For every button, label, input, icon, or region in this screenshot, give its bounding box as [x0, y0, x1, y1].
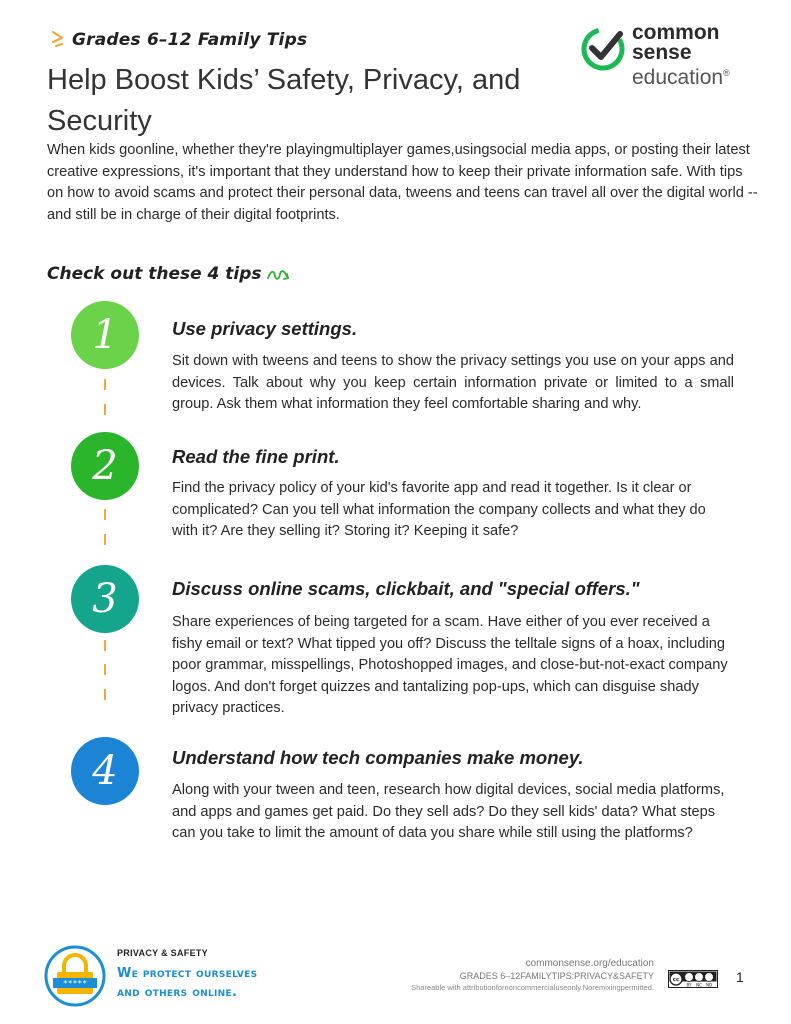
svg-text:cc: cc	[672, 977, 680, 983]
tip-body-1: Sit down with tweens and teens to show the privacy settings you use on your apps and devices. Talk about why you keep certain information private or limited to a small group. Ask them what information they feel comfortable sharing and why.	[172, 353, 734, 412]
tip-number-circle-1	[71, 301, 139, 369]
logo-word-sense: sense	[632, 41, 692, 64]
tip-number-1: 1	[92, 312, 118, 358]
tip-heading-4: Understand how tech companies make money.	[172, 747, 584, 768]
timeline-dash	[104, 664, 106, 675]
timeline-dash	[104, 689, 106, 700]
tip-number-circle-2	[71, 432, 139, 500]
page-number: 1	[736, 969, 744, 985]
footer-url: commonsense.org/education	[525, 958, 654, 969]
checkout-heading	[47, 264, 290, 284]
timeline-dash	[104, 640, 106, 651]
svg-text:BY: BY	[686, 982, 692, 988]
logo-word-education: education®	[632, 66, 730, 89]
spark-icon	[50, 28, 68, 52]
page-title: Help Boost Kids’ Safety, Privacy, and Security	[47, 64, 521, 137]
timeline-dash	[104, 404, 106, 415]
tip-number-2: 2	[92, 443, 118, 489]
registered-mark: ®	[723, 68, 730, 78]
badge-password-text: *****	[62, 979, 88, 988]
logo-word-common: common	[632, 21, 720, 44]
tip-number-3: 3	[92, 576, 118, 622]
grade-tag-label: Grades 6–12 Family Tips	[72, 30, 308, 50]
tip-body-3: Share experiences of being targeted for a scam. Have either of you ever received a fishy email or text? What tipped you off? Discuss the telltale signs of a hoax, including poor grammar, misspellings, Photoshopped images, and close-but-not-exact company logos. And don't forget quizzes and tantalizing pop-ups, which can disguise shady privacy practices.	[172, 614, 728, 716]
intro-paragraph: When kids goonline, whether they're playingmultiplayer games,usingsocial media apps, or posting their latest creative expressions, it's important that they understand how to keep their private information safe. With tips on how to avoid scams and protect their personal data, tweens and teens can travel all over the digital world -- and still be in charge of their digital footprints.	[47, 142, 758, 223]
checkout-heading-label: Check out these 4 tips	[47, 264, 262, 284]
footer-slogan-line-2: and others online.	[117, 985, 238, 1000]
creative-commons-license-icon	[668, 970, 718, 988]
privacy-lock-badge-icon	[44, 945, 106, 1007]
squiggle-arrow-icon	[266, 266, 290, 282]
timeline-dash	[104, 379, 106, 390]
footer-slogan-line-1: We protect ourselves	[117, 966, 258, 981]
tip-heading-3: Discuss online scams, clickbait, and "special offers."	[172, 578, 640, 599]
tip-heading-2: Read the fine print.	[172, 446, 340, 467]
svg-text:ND: ND	[705, 982, 713, 988]
checkmark-logo-icon	[580, 26, 626, 72]
tip-heading-1: Use privacy settings.	[172, 318, 358, 339]
common-sense-education-logo	[580, 22, 750, 88]
tip-body-4: Along with your tween and teen, research how digital devices, social media platforms, and apps and games get paid. Do they sell ads? Do they sell kids' data? What steps can you take to limit the amount of data you share while still using the platforms?	[172, 782, 725, 841]
footer-attribution	[411, 958, 654, 993]
timeline-dash	[104, 534, 106, 545]
tip-number-4: 4	[92, 748, 118, 794]
timeline-dash	[104, 509, 106, 520]
tip-number-circle-4	[71, 737, 139, 805]
svg-text:NC: NC	[696, 982, 702, 988]
tip-body-2: Find the privacy policy of your kid's favorite app and read it together. Is it clear or complicated? Can you tell what information the company collects and what they do with it? Are they selling it? Storing it? Keeping it safe?	[172, 480, 706, 539]
footer-slogan	[117, 964, 257, 1002]
footer-category: PRIVACY & SAFETY	[117, 948, 208, 958]
footer-share-line: Shareable with attributionfornoncommercialuseonly.Noremixingpermitted.	[411, 983, 654, 992]
tip-number-circle-3	[71, 565, 139, 633]
grade-tag	[50, 28, 307, 52]
footer-grade-line: GRADES 6–12FAMILYTIPS:PRIVACY&SAFETY	[459, 971, 654, 981]
